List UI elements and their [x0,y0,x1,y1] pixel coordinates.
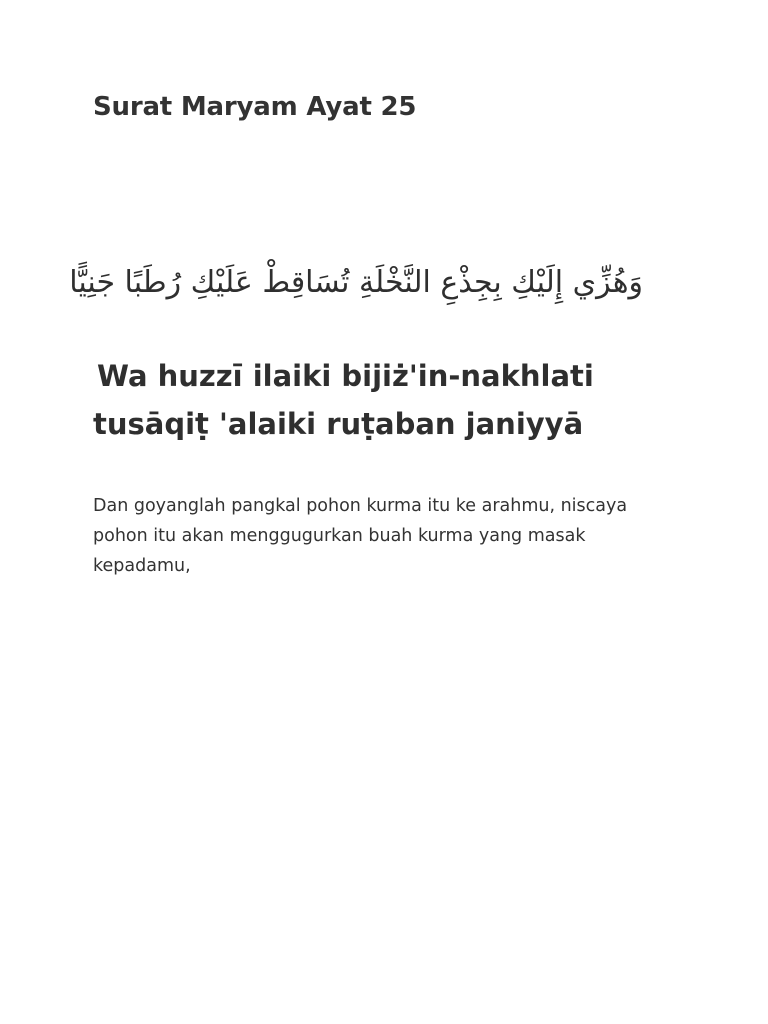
page-title: Surat Maryam Ayat 25 [93,92,417,122]
arabic-verse-text: وَهُزِّي إِلَيْكِ بِجِذْعِ النَّخْلَةِ تُسَاقِطْ عَلَيْكِ رُطَبًا جَنِيًّا [69,265,643,300]
verse-translation: Dan goyanglah pangkal pohon kurma itu ke arahmu, niscaya pohon itu akan menggugurkan buah kurma yang masak kepadamu, [93,496,628,576]
verse-transliteration: Wa huzzī ilaiki bijiż'in-nakhlati tusāqiṭ 'alaiki ruṭaban janiyyā [93,359,594,441]
